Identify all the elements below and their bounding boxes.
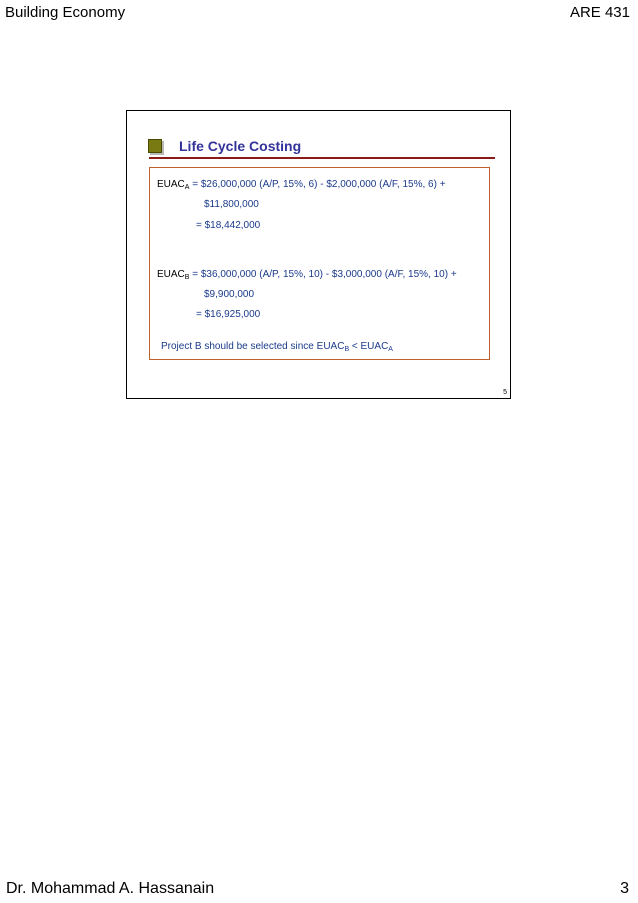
euac-a-formula: = $26,000,000 (A/P, 15%, 6) - $2,000,000 (A/F, 15%, 6) + (192, 179, 446, 190)
euac-a-line-2: $11,800,000 (204, 199, 259, 210)
document-header-title: Building Economy (5, 4, 126, 21)
slide-title: Life Cycle Costing (179, 138, 302, 154)
content-box (149, 167, 490, 360)
euac-b-label: $EUAC_B$ (157, 269, 190, 281)
slide-page-number: 5 (503, 389, 507, 396)
course-code: ARE 431 (569, 4, 630, 21)
conclusion: Project B should be selected since $EUAC_B$ < $EUAC_A$ (161, 341, 393, 353)
slide (126, 110, 511, 399)
euac-b-line-1 (157, 269, 457, 281)
euac-b-formula: = $36,000,000 (A/P, 15%, 10) - $3,000,000 (A/F, 15%, 10) + (192, 269, 457, 280)
euac-b-line-2: $9,900,000 (204, 289, 255, 300)
author-name: Dr. Mohammad A. Hassanain (6, 880, 215, 897)
euac-a-result: = $18,442,000 (196, 220, 261, 231)
euac-a-line-1 (157, 179, 446, 191)
title-divider (149, 157, 495, 159)
square-bullet-icon (148, 139, 162, 153)
euac-b-result: = $16,925,000 (196, 309, 261, 320)
page-number: 3 (620, 880, 629, 897)
euac-a-label: $EUAC_A$ (157, 179, 190, 191)
